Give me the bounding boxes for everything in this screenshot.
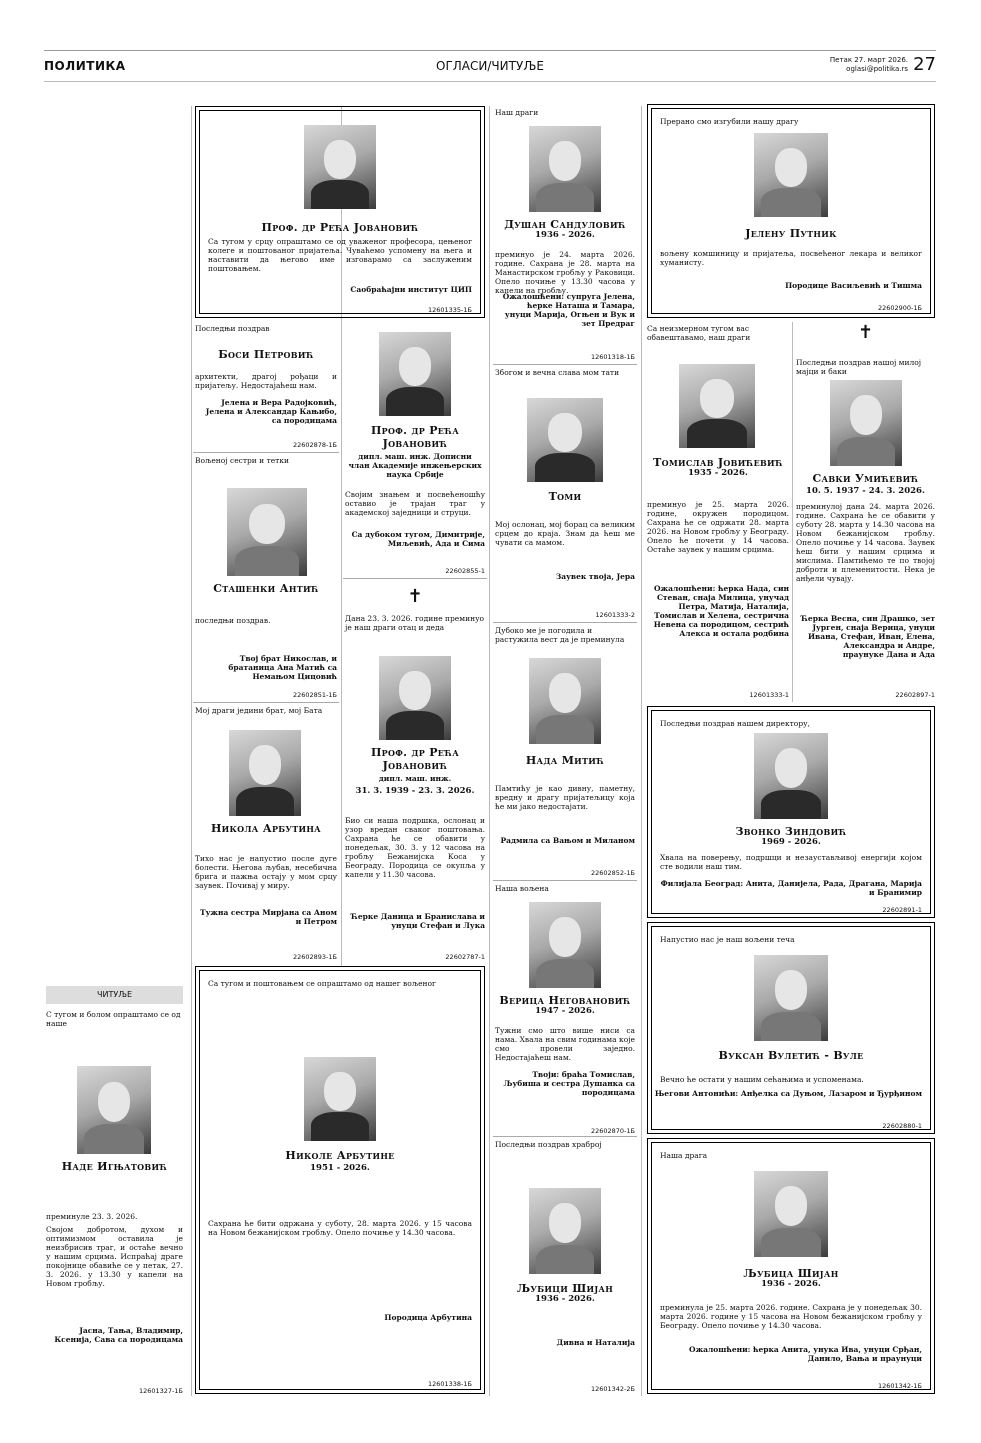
portrait-photo xyxy=(830,380,902,466)
obituary-signature: Са дубоком тугом, Димитрије, Миљевић, Ада и Сима xyxy=(351,530,485,548)
deceased-years: 1935 - 2026. xyxy=(688,468,748,478)
ad-code: 12601327-1Б xyxy=(138,1387,183,1395)
deceased-name: Проф. др Рећа Јовановић xyxy=(261,221,419,234)
ad-code: 22602851-1Б xyxy=(292,691,337,699)
page-number: 27 xyxy=(913,54,936,75)
obituary-dusan xyxy=(493,106,637,362)
obituary-intro: Прерано смо изгубили нашу драгу xyxy=(660,117,799,126)
portrait-photo xyxy=(754,1171,828,1257)
obituary-intro: Наша драга xyxy=(660,1151,708,1160)
column-divider xyxy=(792,322,793,702)
obituary-intro: Последњи поздрав нашој милој мајци и баки xyxy=(796,358,922,376)
deceased-name: Љубица Шијан xyxy=(743,1267,839,1280)
obituary-intro: Напустио нас је наш вољени теча xyxy=(660,935,795,944)
obituary-signature: Породице Васиљевић и Тишма xyxy=(785,281,922,290)
obituary-text: вољену комшиницу и пријатеља, посвећеног лекара и великог хуманисту. xyxy=(660,249,922,267)
obituary-text: Памтићу је као дивну, паметну, вредну и драгу пријатељицу која ће ми јако недостајати. xyxy=(495,784,635,811)
obituary-text: преминула је 25. марта 2026. године. Сахрана је у понедељак 30. марта 2026. године у 15 часова на Новом бежанијском гробљу у Београду. Опело почиње у 14.30 часова. xyxy=(660,1303,922,1330)
ad-code: 22602897-1 xyxy=(895,691,935,699)
deceased-name: Проф. др Рећа Јовановић xyxy=(370,746,460,772)
obituary-text: преминуо је 24. марта 2026. године. Сахрана је 28. марта на Манастирском гробљу у Раковици. Опело почиње у 13.30 часова у капели на гробљу. xyxy=(495,250,635,295)
deceased-name: Верица Неговановић xyxy=(499,994,631,1007)
ad-code: 22602900-1Б xyxy=(877,304,922,312)
obituary-text: Својим знањем и посвећеношћу оставио је трајан траг у академској заједници и струци. xyxy=(345,490,485,517)
ad-code: 22602880-1 xyxy=(882,1122,922,1130)
deceased-name: Наде Игњатовић xyxy=(61,1160,168,1173)
deceased-name: Вуксан Вулетић - Вуле xyxy=(718,1049,864,1062)
obituary-signature: Тужна сестра Мирјана са Аном и Петром xyxy=(200,908,337,926)
deceased-years: 1936 - 2026. xyxy=(535,1294,595,1304)
obituary-intro: Последњи поздрав xyxy=(195,324,270,333)
separator xyxy=(493,1136,637,1137)
obituary-text: Са тугом у срцу опраштамо се од уваженог професора, цењеног колеге и поштованог пријатеља. Чуваћемо успомену на њега и наставити да његово име изговарамо са заслуженим поштовањем. xyxy=(208,237,472,273)
separator xyxy=(493,880,637,881)
obituary-signature: Његови Антонићи: Анђелка са Дуњом, Лазаром и Ђурђином xyxy=(654,1089,922,1098)
portrait-photo xyxy=(529,658,601,744)
portrait-photo xyxy=(754,733,828,819)
deceased-name: Проф. др Рећа Јовановић xyxy=(370,424,460,450)
obituary-stasenka xyxy=(193,454,339,700)
obituary-bosa xyxy=(193,320,339,452)
obituary-side xyxy=(44,1008,185,1398)
portrait-photo xyxy=(529,902,601,988)
portrait-photo xyxy=(529,126,601,212)
obituary-text: Тихо нас је напустио после дуге болести. Његова љубав, несебична брига и пажња остају у мом срцу заувек. Почивај у миру. xyxy=(195,854,337,890)
cross-icon: ✝ xyxy=(857,322,874,343)
portrait-photo xyxy=(304,1057,376,1141)
portrait-photo xyxy=(77,1066,151,1154)
obituary-signature: Филијала Београд: Анита, Данијела, Рада, Драгана, Марија и Бранимир xyxy=(660,879,922,897)
portrait-photo xyxy=(229,730,301,816)
ad-code: 12601335-1Б xyxy=(427,306,472,314)
obituary-signature: Јасна, Тања, Владимир, Ксенија, Сава са породицама xyxy=(54,1326,183,1344)
page-header xyxy=(44,50,936,82)
deceased-name: Љубици Шијан xyxy=(516,1282,614,1295)
ad-code: 22602787-1 xyxy=(445,953,485,961)
ad-code: 22602870-1Б xyxy=(590,1127,635,1135)
portrait-photo xyxy=(679,364,755,448)
deceased-years: 1936 - 2026. xyxy=(761,1279,821,1289)
obituary-vuksan xyxy=(647,922,935,1134)
obituary-signature: Заувек твоја, Јера xyxy=(555,572,635,581)
issue-email: oglasi@politika.rs xyxy=(846,65,908,73)
cross-icon: ✝ xyxy=(407,586,423,607)
separator xyxy=(493,622,637,623)
obituary-signature: Ћерка Весна, син Драшко, зет Јурген, снаја Верица, унуци Ивана, Стефан, Иван, Елена, Александра и Андре, праунуке Дана и Ада xyxy=(800,614,935,659)
obituary-text: преминуо је 25. марта 2026. године, окружен породицом. Сахрана ће се одржати 28. марта 2026. на Новом гробљу у Београду. Опело ће почети у 14 часова. Остаће заувек у нашим срцима. xyxy=(647,500,789,554)
ad-code: 22602855-1 xyxy=(445,567,485,575)
obituary-text: Хвала на поверењу, подршци и незаустављивој енергији којом сте водили наш тим. xyxy=(660,853,922,871)
obituary-intro: Последњи поздрав нашем директору, xyxy=(660,719,810,728)
obituary-signature: Јелена и Вера Радојковић, Јелена и Александар Кањибо, са породицама xyxy=(205,398,337,425)
obituary-intro: Збогом и вечна слава мом тати xyxy=(495,368,620,377)
obituary-intro: Са неизмерном тугом вас обавештавамо, наш драги xyxy=(647,324,751,342)
obituary-text: Мој ослонац, мој борац са великим срцем до краја. Знам да ћеш ме чувати са мамом. xyxy=(495,520,635,547)
deceased-name: Савки Умићевић xyxy=(812,472,919,485)
obituary-intro: Мој драги једини брат, мој Бата xyxy=(195,706,323,715)
obituary-intro: Дубоко ме је погодила и растужила вест да је преминула xyxy=(495,626,625,644)
portrait-photo xyxy=(754,133,828,217)
obituary-text: Вечно ће остати у нашим сећањима и успоменама. xyxy=(660,1075,864,1084)
obituary-rejha-2 xyxy=(343,320,487,576)
deceased-name: Томислав Јовићевић xyxy=(653,456,783,469)
portrait-photo xyxy=(379,332,451,416)
obituary-tomislav xyxy=(645,322,791,702)
obituary-text: Својом добротом, духом и оптимизмом оставила је неизбрисив траг, и остаће вечно у нашим срцима. Испраћај драге покојнице обавиће се у петак, 27. 3. 2026. у 13.30 у капели на Новом гробљу. xyxy=(46,1225,183,1288)
deceased-title: дипл. маш. инж. xyxy=(378,774,452,783)
obituary-signature: Ћерке Даница и Бранислава и унуци Стефан и Лука xyxy=(350,912,485,930)
column-divider xyxy=(641,106,642,1396)
obituary-tomi xyxy=(493,366,637,620)
obituary-signature: Твоји: браћа Томислав, Љубиша и сестра Душанка са породицама xyxy=(503,1070,635,1097)
ad-code: 22602878-1Б xyxy=(292,441,337,449)
obituary-text: архитекти, драгој рођаци и пријатељу. Недостајаћеш нам. xyxy=(195,372,337,390)
deceased-name: Јелену Путник xyxy=(745,227,837,240)
ad-code: 12601342-1Б xyxy=(877,1382,922,1390)
obituary-signature: Породица Арбутина xyxy=(384,1313,472,1322)
obituary-nikola-main xyxy=(195,966,485,1394)
obituary-rejha-1 xyxy=(195,106,485,318)
deceased-name: Нада Митић xyxy=(525,754,605,767)
obituary-rejha-3 xyxy=(343,580,487,962)
obituary-ljubica-1 xyxy=(493,1138,637,1394)
deceased-name: Сташенки Антић xyxy=(213,582,319,595)
newspaper-logo: ПОЛИТИКА xyxy=(44,59,126,73)
column-divider xyxy=(191,106,192,1396)
section-title: ОГЛАСИ/ЧИТУЉЕ xyxy=(436,59,544,73)
obituary-date: преминуле 23. 3. 2026. xyxy=(46,1212,138,1221)
obituary-nada xyxy=(493,624,637,880)
ad-code: 22602891-1 xyxy=(882,906,922,914)
obituary-signature: Радмила са Вањом и Миланом xyxy=(500,836,635,845)
deceased-name: Душан Сандуловић xyxy=(504,218,626,231)
column-divider xyxy=(489,106,490,1396)
obituary-text: Тужни смо што више ниси са нама. Хвала на свим годинама које смо провели заједно. Недостајаћеш нам. xyxy=(495,1026,635,1062)
obituary-intro: Наш драги xyxy=(495,108,539,117)
ad-code: 12601318-1Б xyxy=(590,353,635,361)
issue-date: Петак 27. март 2026. xyxy=(829,56,908,64)
separator xyxy=(193,452,339,453)
obituary-intro: Наша вољена xyxy=(495,884,549,893)
obituary-signature: Дивна и Наталија xyxy=(556,1338,635,1347)
obituary-intro: Са тугом и поштовањем се опраштамо од нашег вољеног xyxy=(208,979,436,988)
obituary-intro: С тугом и болом опраштамо се од наше xyxy=(46,1010,181,1028)
ad-code: 12601333-1 xyxy=(749,691,789,699)
obituary-nikola-brother xyxy=(193,704,339,962)
deceased-name: Никола Арбутина xyxy=(210,822,321,835)
deceased-years: 31. 3. 1939 - 23. 3. 2026. xyxy=(355,786,475,796)
ad-code: 12601342-2Б xyxy=(590,1385,635,1393)
deceased-years: 1951 - 2026. xyxy=(310,1163,370,1173)
obituary-signature: Саобраћајни институт ЦИП xyxy=(350,285,472,294)
deceased-title: дипл. маш. инж. Дописни члан Академије инжењерских наука Србије xyxy=(348,452,482,479)
issue-info xyxy=(830,56,908,74)
portrait-photo xyxy=(304,125,376,209)
portrait-photo xyxy=(379,656,451,740)
obituary-text: преминулој дана 24. марта 2026. године. Сахрана ће се обавити у суботу 28. марта у 14.30 часова на Новом бежанијском гробљу. Опело почиње у 14 часова. Заувек ћеш бити у нашим срцима и мислима. Памтићемо те по твојој доброти и племенитости. Нека је анђели чувају. xyxy=(796,502,935,583)
obituary-intro: Последњи поздрав храброј xyxy=(495,1140,602,1149)
deceased-name: Боси Петровић xyxy=(218,348,314,361)
obituary-text: Сахрана ће бити одржана у суботу, 28. марта 2026. у 15 часова на Новом бежанијском гробљу. Опело почиње у 14.30 часова. xyxy=(208,1219,472,1237)
obituary-signature: Ожалошћени: ћерка Анита, унука Ива, унуци Срђан, Данило, Вања и праунуци xyxy=(689,1345,922,1363)
obituary-text: Био си наша подршка, ослонац и узор вредан сваког поштовања. Сахрана ће се обавити у понедељак, 30. 3. у 12 часова на гробљу Бежанијска Коса у Београду. Породица се окупља у капели у 11.30 часова. xyxy=(345,816,485,879)
deceased-name: Звонко Зиндовић xyxy=(735,825,847,838)
obituary-ljubica-2 xyxy=(647,1138,935,1394)
portrait-photo xyxy=(754,955,828,1041)
ad-code: 12601333-2 xyxy=(595,611,635,619)
obituary-text: последњи поздрав. xyxy=(195,616,271,625)
obituary-savka xyxy=(794,322,937,702)
portrait-photo xyxy=(227,488,307,576)
side-heading: ЧИТУЉЕ xyxy=(46,986,183,1004)
obituary-zvonko xyxy=(647,706,935,918)
deceased-years: 10. 5. 1937 - 24. 3. 2026. xyxy=(806,486,925,496)
deceased-years: 1936 - 2026. xyxy=(535,230,595,240)
obituary-intro: Дана 23. 3. 2026. године преминуо је наш драги отац и деда xyxy=(345,614,485,632)
obituary-signature: Твој брат Никослав, и братаница Ана Матић са Немањом Цицовић xyxy=(228,654,337,681)
deceased-years: 1969 - 2026. xyxy=(761,837,821,847)
ad-code: 22602852-1Б xyxy=(590,869,635,877)
deceased-years: 1947 - 2026. xyxy=(535,1006,595,1016)
portrait-photo xyxy=(527,398,603,482)
obituary-intro: Вољеној сестри и тетки xyxy=(195,456,289,465)
deceased-name: Томи xyxy=(548,490,582,503)
separator xyxy=(343,578,487,579)
separator xyxy=(193,702,339,703)
obituary-verica xyxy=(493,882,637,1136)
separator xyxy=(493,364,637,365)
obituary-jelena xyxy=(647,104,935,318)
obituary-signature: Ожалошћени: ћерка Нада, син Стеван, снаја Милица, унучад Петра, Матија, Наталија, Томислав и Хелена, сестрична Невена са породицом, сестрић Алекса и остала родбина xyxy=(653,584,789,638)
ad-code: 22602893-1Б xyxy=(292,953,337,961)
ad-code: 12601338-1Б xyxy=(427,1380,472,1388)
portrait-photo xyxy=(529,1188,601,1274)
obituary-signature: Ожалошћени: супруга Јелена, ћерке Наташа и Тамара, унуци Марија, Огњен и Вук и зет Предраг xyxy=(502,292,635,328)
deceased-name: Николе Арбутине xyxy=(285,1149,395,1162)
